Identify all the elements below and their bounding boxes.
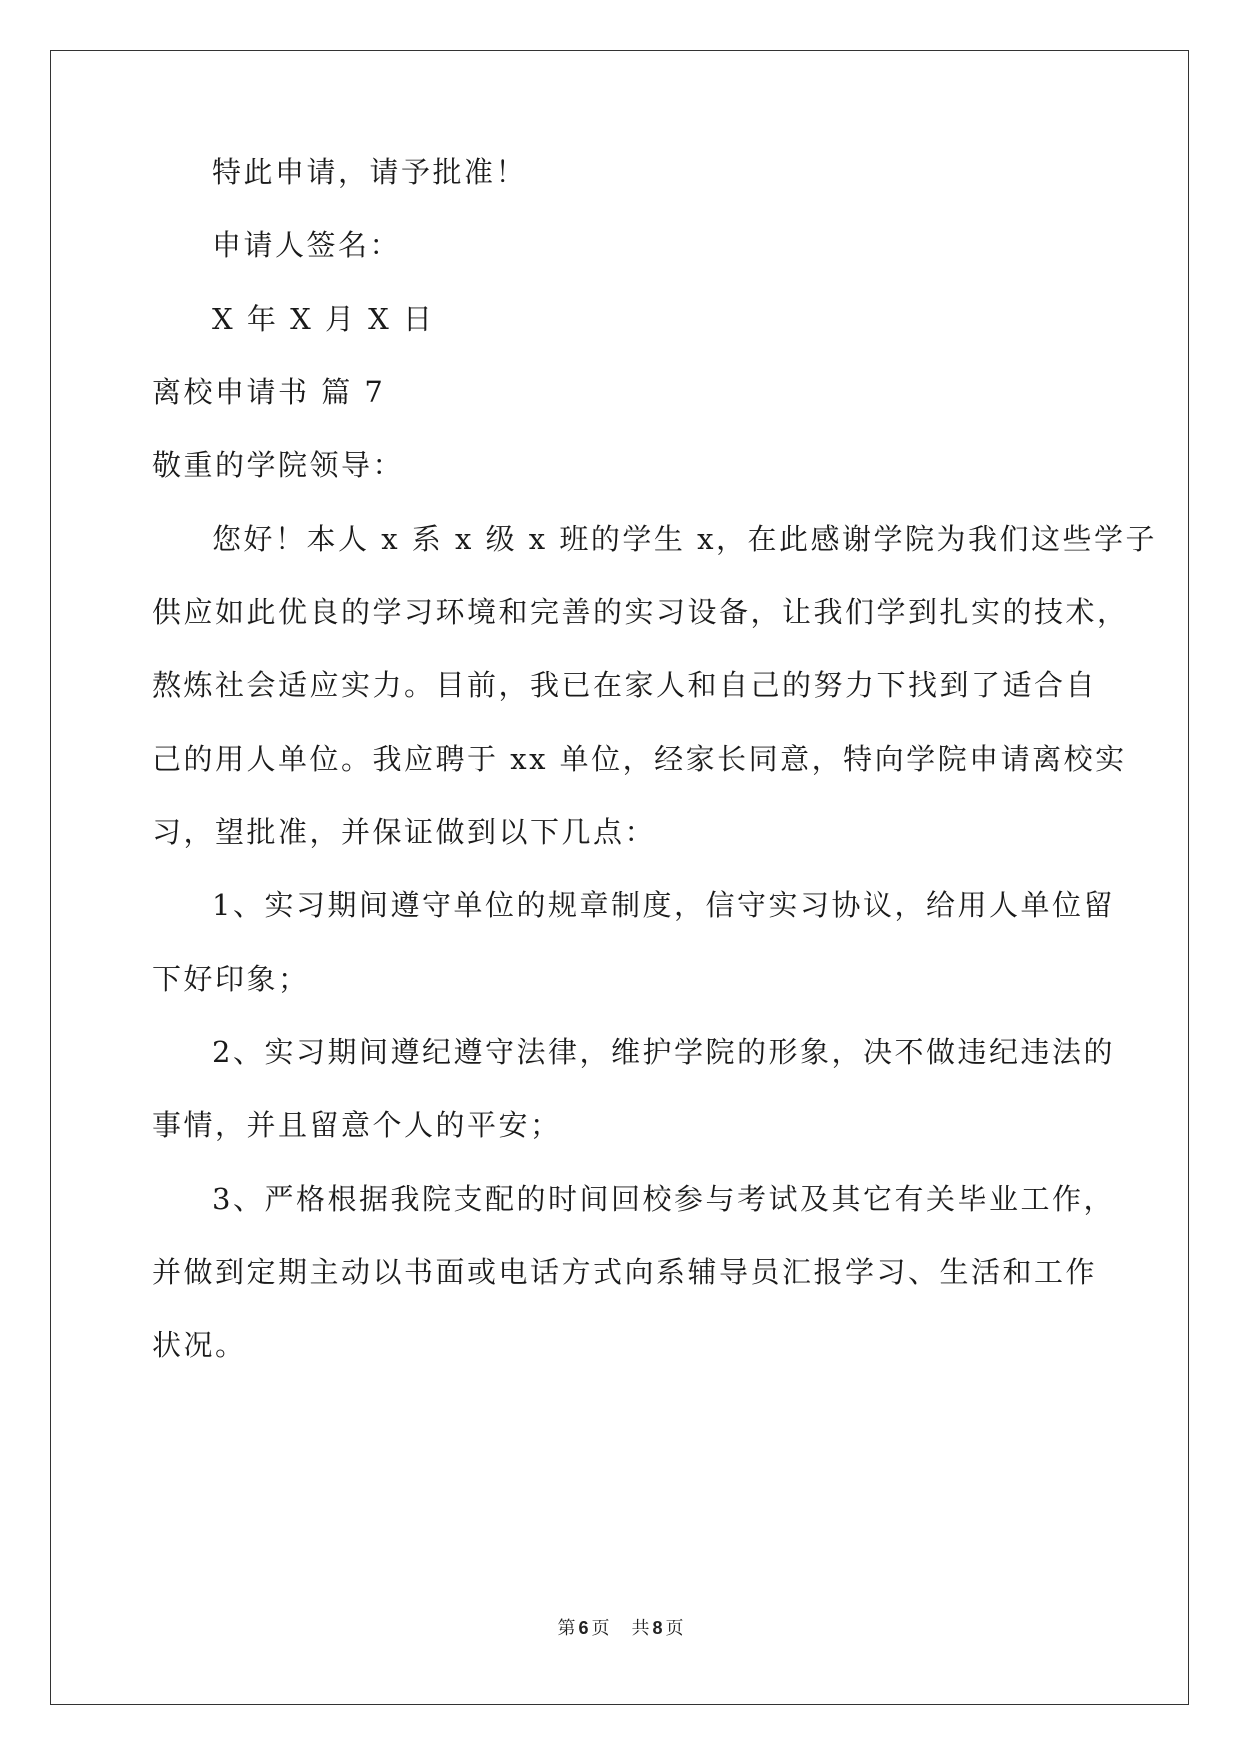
total-suffix: 页 [665, 1618, 684, 1639]
salutation: 敬重的学院领导： [152, 448, 405, 482]
body-paragraph-line: 您好！本人 x 系 x 级 x 班的学生 x，在此感谢学院为我们这些学子 [212, 522, 1157, 556]
list-item-2-line: 2、实习期间遵纪遵守法律，维护学院的形象，决不做违纪违法的 [212, 1035, 1115, 1069]
signature-label: 申请人签名： [212, 228, 402, 262]
list-item-3-line: 状况。 [152, 1328, 247, 1362]
total-prefix: 共 [631, 1618, 650, 1639]
body-paragraph-line: 供应如此优良的学习环境和完善的实习设备，让我们学到扎实的技术， [152, 595, 1129, 629]
section-heading: 离校申请书 篇 7 [152, 375, 386, 409]
list-item-1-line: 下好印象； [152, 962, 310, 996]
total-page-number: 8 [652, 1618, 663, 1638]
date-line: X 年 X 月 X 日 [212, 302, 435, 336]
page-border [50, 50, 1189, 1705]
current-page-number: 6 [578, 1618, 589, 1638]
body-paragraph-line: 习，望批准，并保证做到以下几点： [152, 815, 657, 849]
page-number-footer [0, 1617, 1241, 1640]
list-item-3-line: 3、严格根据我院支配的时间回校参与考试及其它有关毕业工作， [212, 1182, 1115, 1216]
list-item-1-line: 1、实习期间遵守单位的规章制度，信守实习协议，给用人单位留 [212, 888, 1115, 922]
body-paragraph-line: 熬炼社会适应实力。目前，我已在家人和自己的努力下找到了适合自 [152, 668, 1098, 702]
page-suffix: 页 [591, 1618, 610, 1639]
list-item-2-line: 事情，并且留意个人的平安； [152, 1108, 562, 1142]
page-prefix: 第 [557, 1618, 576, 1639]
list-item-3-line: 并做到定期主动以书面或电话方式向系辅导员汇报学习、生活和工作 [152, 1255, 1098, 1289]
closing-request-line: 特此申请，请予批准！ [212, 155, 528, 189]
body-paragraph-line: 己的用人单位。我应聘于 xx 单位，经家长同意，特向学院申请离校实 [152, 742, 1127, 776]
